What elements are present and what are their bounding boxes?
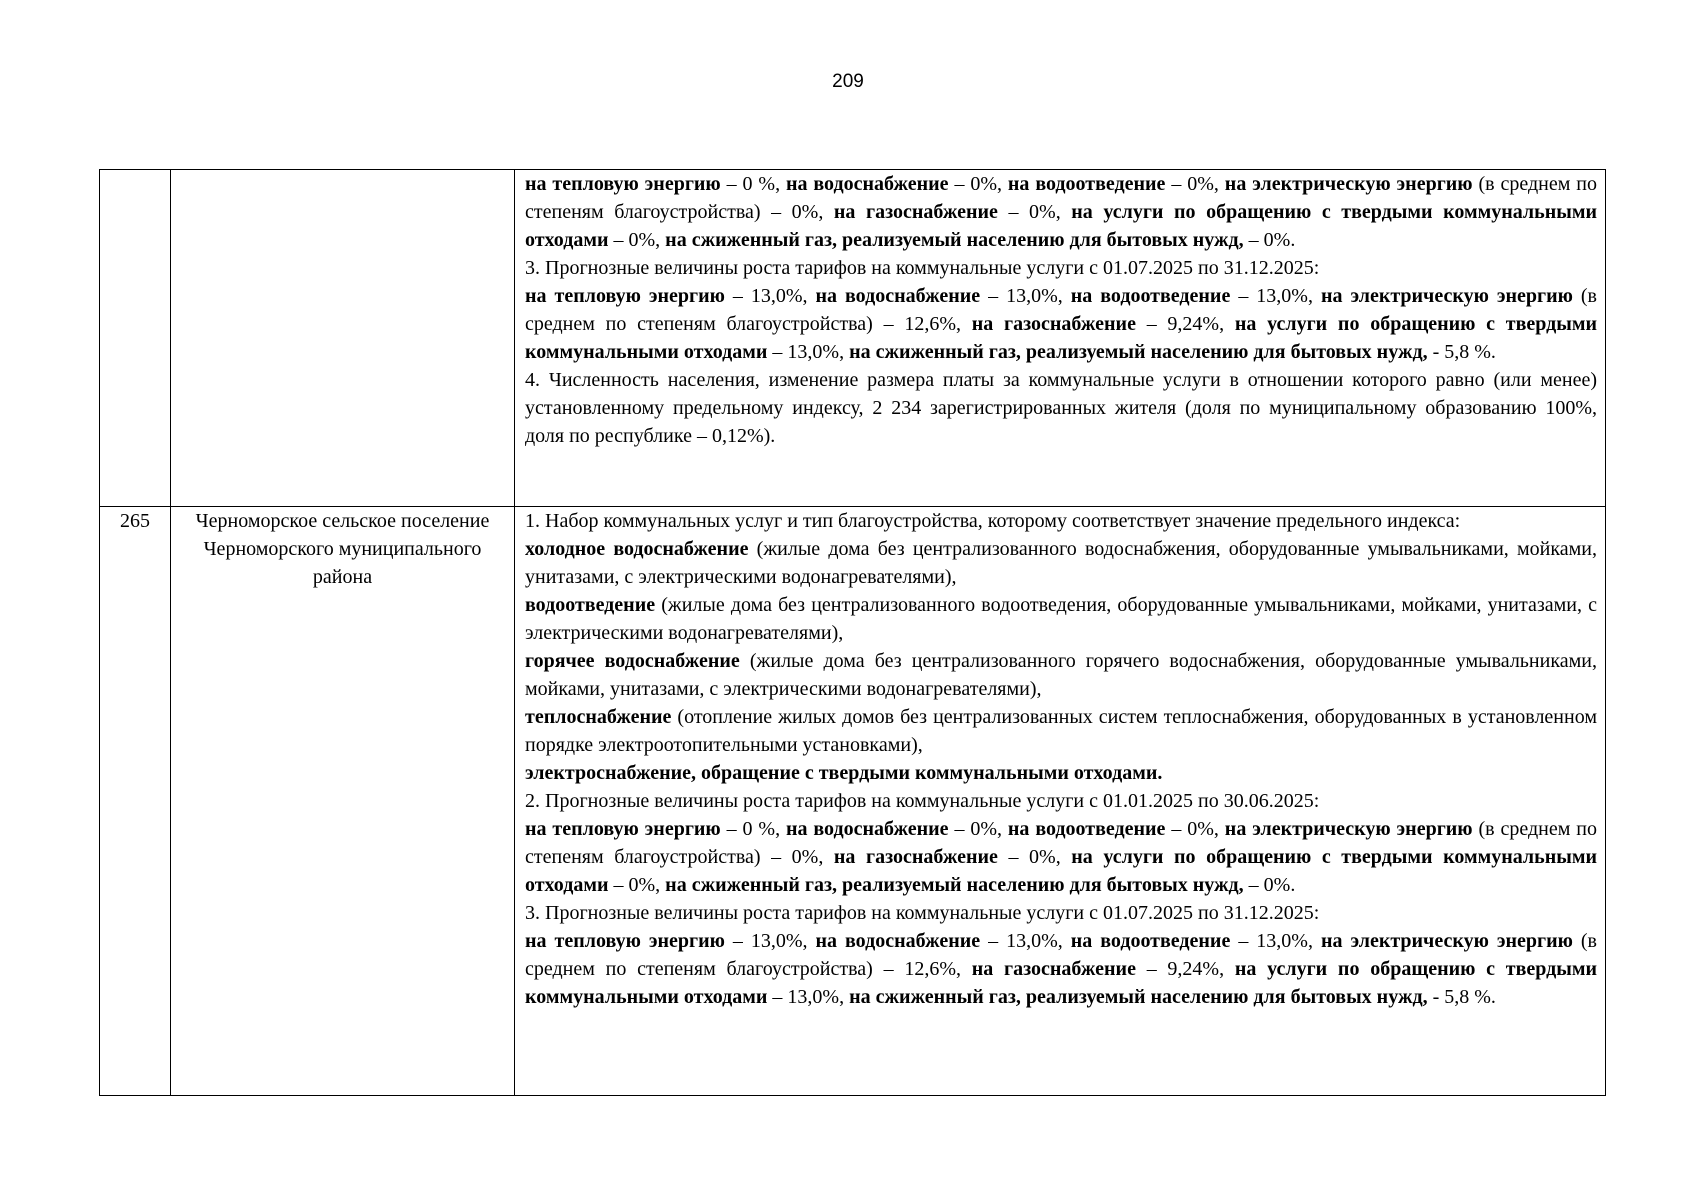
row-number-cell (100, 170, 171, 507)
text: – 0%, (608, 229, 666, 251)
text: (в среднем по степеням благоустройства) – 12,6%, (525, 285, 1597, 335)
text: – 0%, (948, 818, 1008, 840)
text: 1. Набор коммунальных услуг и тип благоустройства, которому соответствует значение предельного индекса: (525, 510, 1461, 532)
bold-text: холодное водоснабжение (525, 538, 749, 560)
municipality-name-cell (171, 170, 515, 507)
paragraph (525, 170, 1597, 254)
bold-text: на тепловую энергию (525, 818, 721, 840)
paragraph (525, 815, 1597, 899)
bold-text: на водоснабжение (785, 173, 949, 195)
text: - 5,8 %. (1427, 341, 1496, 363)
text: – 0%. (1243, 874, 1296, 896)
bold-text: на водоснабжение (815, 930, 981, 952)
description-cell (515, 170, 1606, 507)
paragraph (525, 254, 1597, 282)
bold-text: на газоснабжение (971, 313, 1136, 335)
text: (отопление жилых домов без централизованных систем теплоснабжения, оборудованных в установленном порядке электроотопительными установками), (525, 706, 1597, 756)
text: 3. Прогнозные величины роста тарифов на коммунальные услуги с 01.07.2025 по 31.12.2025: (525, 257, 1320, 279)
text: – 0%, (948, 173, 1008, 195)
bold-text: на водоснабжение (815, 285, 981, 307)
text: – 0%, (608, 874, 666, 896)
text: – 0 %, (720, 173, 786, 195)
text: – 13,0%, (724, 285, 816, 307)
paragraph (525, 927, 1597, 1011)
bold-text: на услуги по обращению с твердыми коммунальными отходами (525, 313, 1598, 363)
text: - 5,8 %. (1427, 986, 1496, 1008)
text: (жилые дома без централизованного водоотведения, оборудованные умывальниками, мойками, унитазами, с электрическими водонагревателями), (525, 594, 1597, 644)
bold-text: на сжиженный газ, реализуемый населению для бытовых нужд, (849, 341, 1428, 363)
text: – 13,0%, (767, 341, 850, 363)
bold-text: на услуги по обращению с твердыми коммунальными отходами (525, 201, 1598, 251)
text: (жилые дома без централизованного горячего водоснабжения, оборудованные умывальниками, мойками, унитазами, с электрическими водонагревателями), (525, 650, 1597, 700)
bold-text: на водоотведение (1070, 930, 1231, 952)
bold-text: на газоснабжение (833, 846, 998, 868)
paragraph (525, 899, 1597, 927)
table-row (100, 507, 1606, 1096)
text: – 0%, (1165, 173, 1225, 195)
text: 3. Прогнозные величины роста тарифов на коммунальные услуги с 01.07.2025 по 31.12.2025: (525, 902, 1320, 924)
paragraph (525, 507, 1597, 535)
bold-text: на водоотведение (1007, 173, 1166, 195)
bold-text: электроснабжение, обращение с твердыми коммунальными отходами. (525, 762, 1163, 784)
paragraph (525, 535, 1597, 591)
bold-text: на электрическую энергию (1320, 285, 1573, 307)
text: – 13,0%, (724, 930, 816, 952)
bold-text: на электрическую энергию (1224, 173, 1473, 195)
text: 4. Численность населения, изменение размера платы за коммунальные услуги в отношении которого равно (или менее) установленному предельному индексу, 2 234 зарегистрированных жителя (доля по муниципальному образованию 100%, доля по республике – 0,12%). (525, 369, 1597, 447)
bold-text: на электрическую энергию (1224, 818, 1473, 840)
text: (жилые дома без централизованного водоснабжения, оборудованные умывальниками, мойками, унитазами, с электрическими водонагревателями), (525, 538, 1597, 588)
bold-text: теплоснабжение (525, 706, 672, 728)
bold-text: на сжиженный газ, реализуемый населению для бытовых нужд, (665, 874, 1244, 896)
text: (в среднем по степеням благоустройства) – 12,6%, (525, 930, 1597, 980)
text: – 9,24%, (1135, 313, 1235, 335)
bold-text: на водоотведение (1070, 285, 1231, 307)
text: (в среднем по степеням благоустройства) – 0%, (525, 173, 1597, 223)
bold-text: на сжиженный газ, реализуемый населению для бытовых нужд, (849, 986, 1428, 1008)
paragraph (525, 787, 1597, 815)
tariff-table (99, 169, 1606, 1096)
text: – 13,0%, (767, 986, 850, 1008)
text: – 0 %, (720, 818, 786, 840)
paragraph (525, 366, 1597, 450)
text: (в среднем по степеням благоустройства) – 0%, (525, 818, 1597, 868)
text: – 0%. (1243, 229, 1296, 251)
bold-text: на тепловую энергию (525, 285, 725, 307)
bold-text: на электрическую энергию (1320, 930, 1573, 952)
paragraph (525, 647, 1597, 703)
text: 2. Прогнозные величины роста тарифов на коммунальные услуги с 01.01.2025 по 30.06.2025: (525, 790, 1320, 812)
bold-text: на водоотведение (1007, 818, 1166, 840)
description-cell (515, 507, 1606, 1096)
bold-text: водоотведение (525, 594, 656, 616)
text: – 0%, (1165, 818, 1225, 840)
bold-text: на газоснабжение (833, 201, 998, 223)
bold-text: на газоснабжение (971, 958, 1136, 980)
text: – 0%, (997, 846, 1072, 868)
bold-text: на услуги по обращению с твердыми коммунальными отходами (525, 958, 1598, 1008)
text: – 0%, (997, 201, 1072, 223)
row-number-cell: 265 (100, 507, 171, 1096)
municipality-name-cell: Черноморское сельское поселение Черноморского муниципального района (171, 507, 515, 1096)
bold-text: на тепловую энергию (525, 173, 721, 195)
bold-text: горячее водоснабжение (525, 650, 740, 672)
bold-text: на сжиженный газ, реализуемый населению для бытовых нужд, (665, 229, 1244, 251)
text: – 9,24%, (1135, 958, 1235, 980)
bold-text: на водоснабжение (785, 818, 949, 840)
text: – 13,0%, (1230, 930, 1321, 952)
text: – 13,0%, (980, 285, 1071, 307)
paragraph (525, 282, 1597, 366)
page-number: 209 (832, 71, 864, 92)
text: – 13,0%, (1230, 285, 1321, 307)
table-row (100, 170, 1606, 507)
paragraph (525, 759, 1597, 787)
paragraph (525, 703, 1597, 759)
paragraph (525, 591, 1597, 647)
text: – 13,0%, (980, 930, 1071, 952)
bold-text: на тепловую энергию (525, 930, 725, 952)
bold-text: на услуги по обращению с твердыми коммунальными отходами (525, 846, 1598, 896)
